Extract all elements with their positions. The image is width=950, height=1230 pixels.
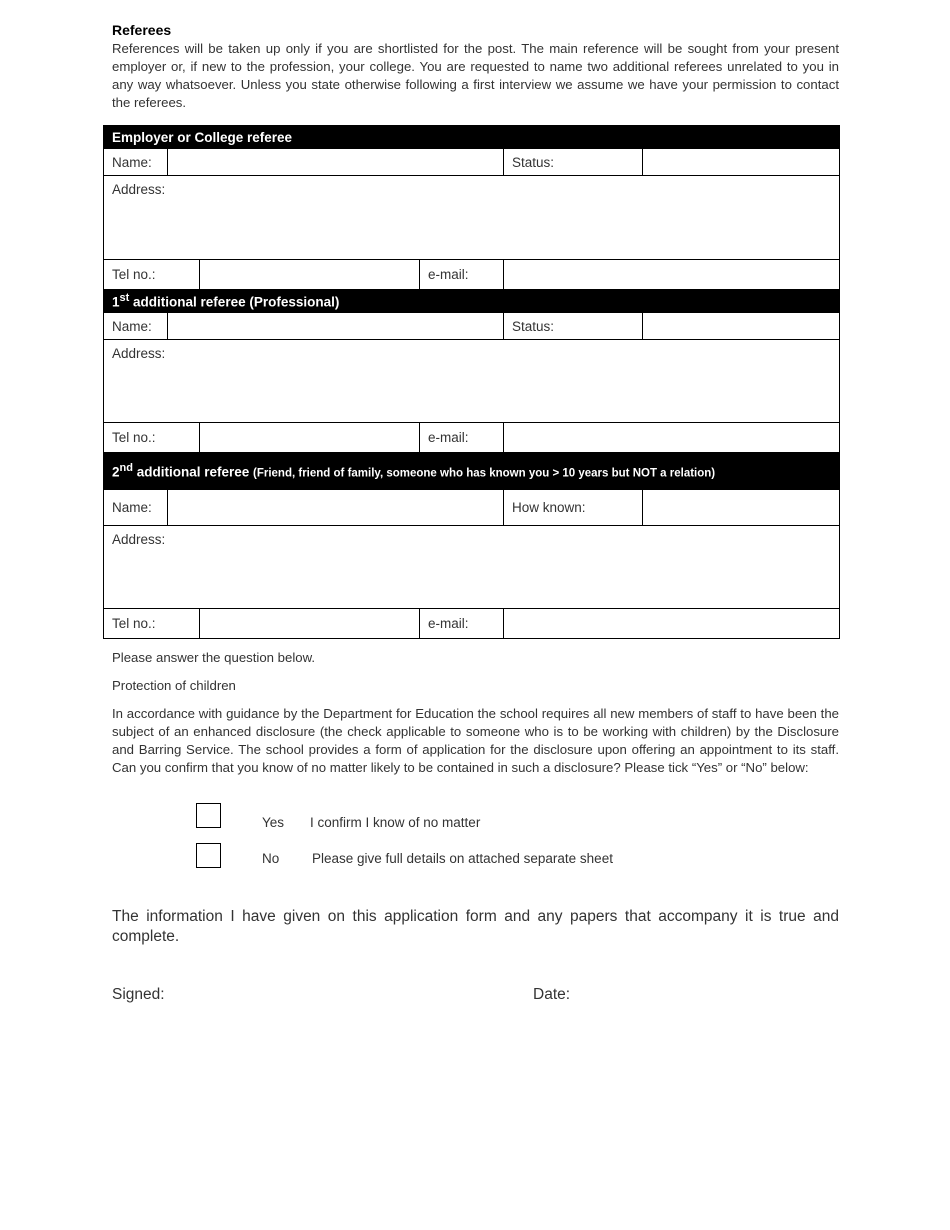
yes-label: Yes [262,815,285,830]
first-status-field[interactable] [643,313,840,340]
first-referee-table [103,289,840,453]
second-email-field[interactable] [504,609,840,639]
answer-instruction: Please answer the question below. [112,650,316,665]
second-tel-field[interactable] [200,609,420,639]
second-referee-title [104,453,840,490]
declaration-text: The information I have given on this application form and any papers that accompany it is true and complete. [112,908,839,945]
employer-referee-table [103,125,840,290]
second-address-label: Address: [112,532,166,547]
second-tel-label: Tel no.: [104,609,200,639]
first-name-field[interactable] [168,313,504,340]
employer-address-field[interactable] [104,176,840,260]
employer-status-field[interactable] [643,149,840,176]
first-title-ordinal: st [119,292,130,305]
referees-heading: Referees [112,22,172,38]
first-tel-label: Tel no.: [104,423,200,453]
yes-description: I confirm I know of no matter [310,815,481,830]
date-label: Date: [533,986,571,1003]
second-title-note: (Friend, friend of family, someone who has known you > 10 years but NOT a relation) [253,467,716,480]
second-title-ordinal: nd [119,462,133,475]
signed-label: Signed: [112,986,165,1003]
employer-address-label: Address: [112,182,166,197]
no-description: Please give full details on attached separate sheet [312,851,613,866]
second-name-field[interactable] [168,490,504,526]
protection-text: In accordance with guidance by the Department for Education the school requires all new members of staff to have been the subject of an enhanced disclosure (the check applicable to someone who is to be working with children) by the Disclosure and Barring Service. The school provides a form of application for the disclosure upon offering an appointment to its staff. Can you confirm that you know of no matter likely to be contained in such a disclosure? Please tick “Yes” or “No” below: [112,706,839,775]
employer-email-field[interactable] [504,260,840,290]
second-how-known-label: How known: [504,490,643,526]
employer-tel-label: Tel no.: [104,260,200,290]
no-label: No [262,851,280,866]
protection-heading: Protection of children [112,678,236,693]
employer-name-field[interactable] [168,149,504,176]
second-how-known-field[interactable] [643,490,840,526]
first-name-label: Name: [104,313,168,340]
second-title-text: additional referee [132,464,254,480]
employer-status-label: Status: [504,149,643,176]
second-referee-table [103,452,840,639]
first-title-text: additional referee (Professional) [129,294,340,310]
first-address-label: Address: [112,346,166,361]
yes-checkbox[interactable] [196,803,221,828]
employer-tel-field[interactable] [200,260,420,290]
no-checkbox[interactable] [196,843,221,868]
second-title-number: 2 [112,464,120,480]
referees-intro: References will be taken up only if you are shortlisted for the post. The main reference will be sought from your present employer or, if new to the profession, your college. You are requested to name two additional referees unrelated to you in any way whatsoever. Unless you state otherwise following a first interview we assume we have your permission to contact the referees. [112,41,839,110]
second-address-field[interactable] [104,526,840,609]
first-status-label: Status: [504,313,643,340]
first-tel-field[interactable] [200,423,420,453]
second-email-label: e-mail: [420,609,504,639]
first-address-field[interactable] [104,340,840,423]
first-title-number: 1 [112,294,120,310]
first-referee-title [104,290,840,313]
employer-referee-title: Employer or College referee [104,126,840,149]
employer-name-label: Name: [104,149,168,176]
first-email-field[interactable] [504,423,840,453]
employer-email-label: e-mail: [420,260,504,290]
second-name-label: Name: [104,490,168,526]
first-email-label: e-mail: [420,423,504,453]
